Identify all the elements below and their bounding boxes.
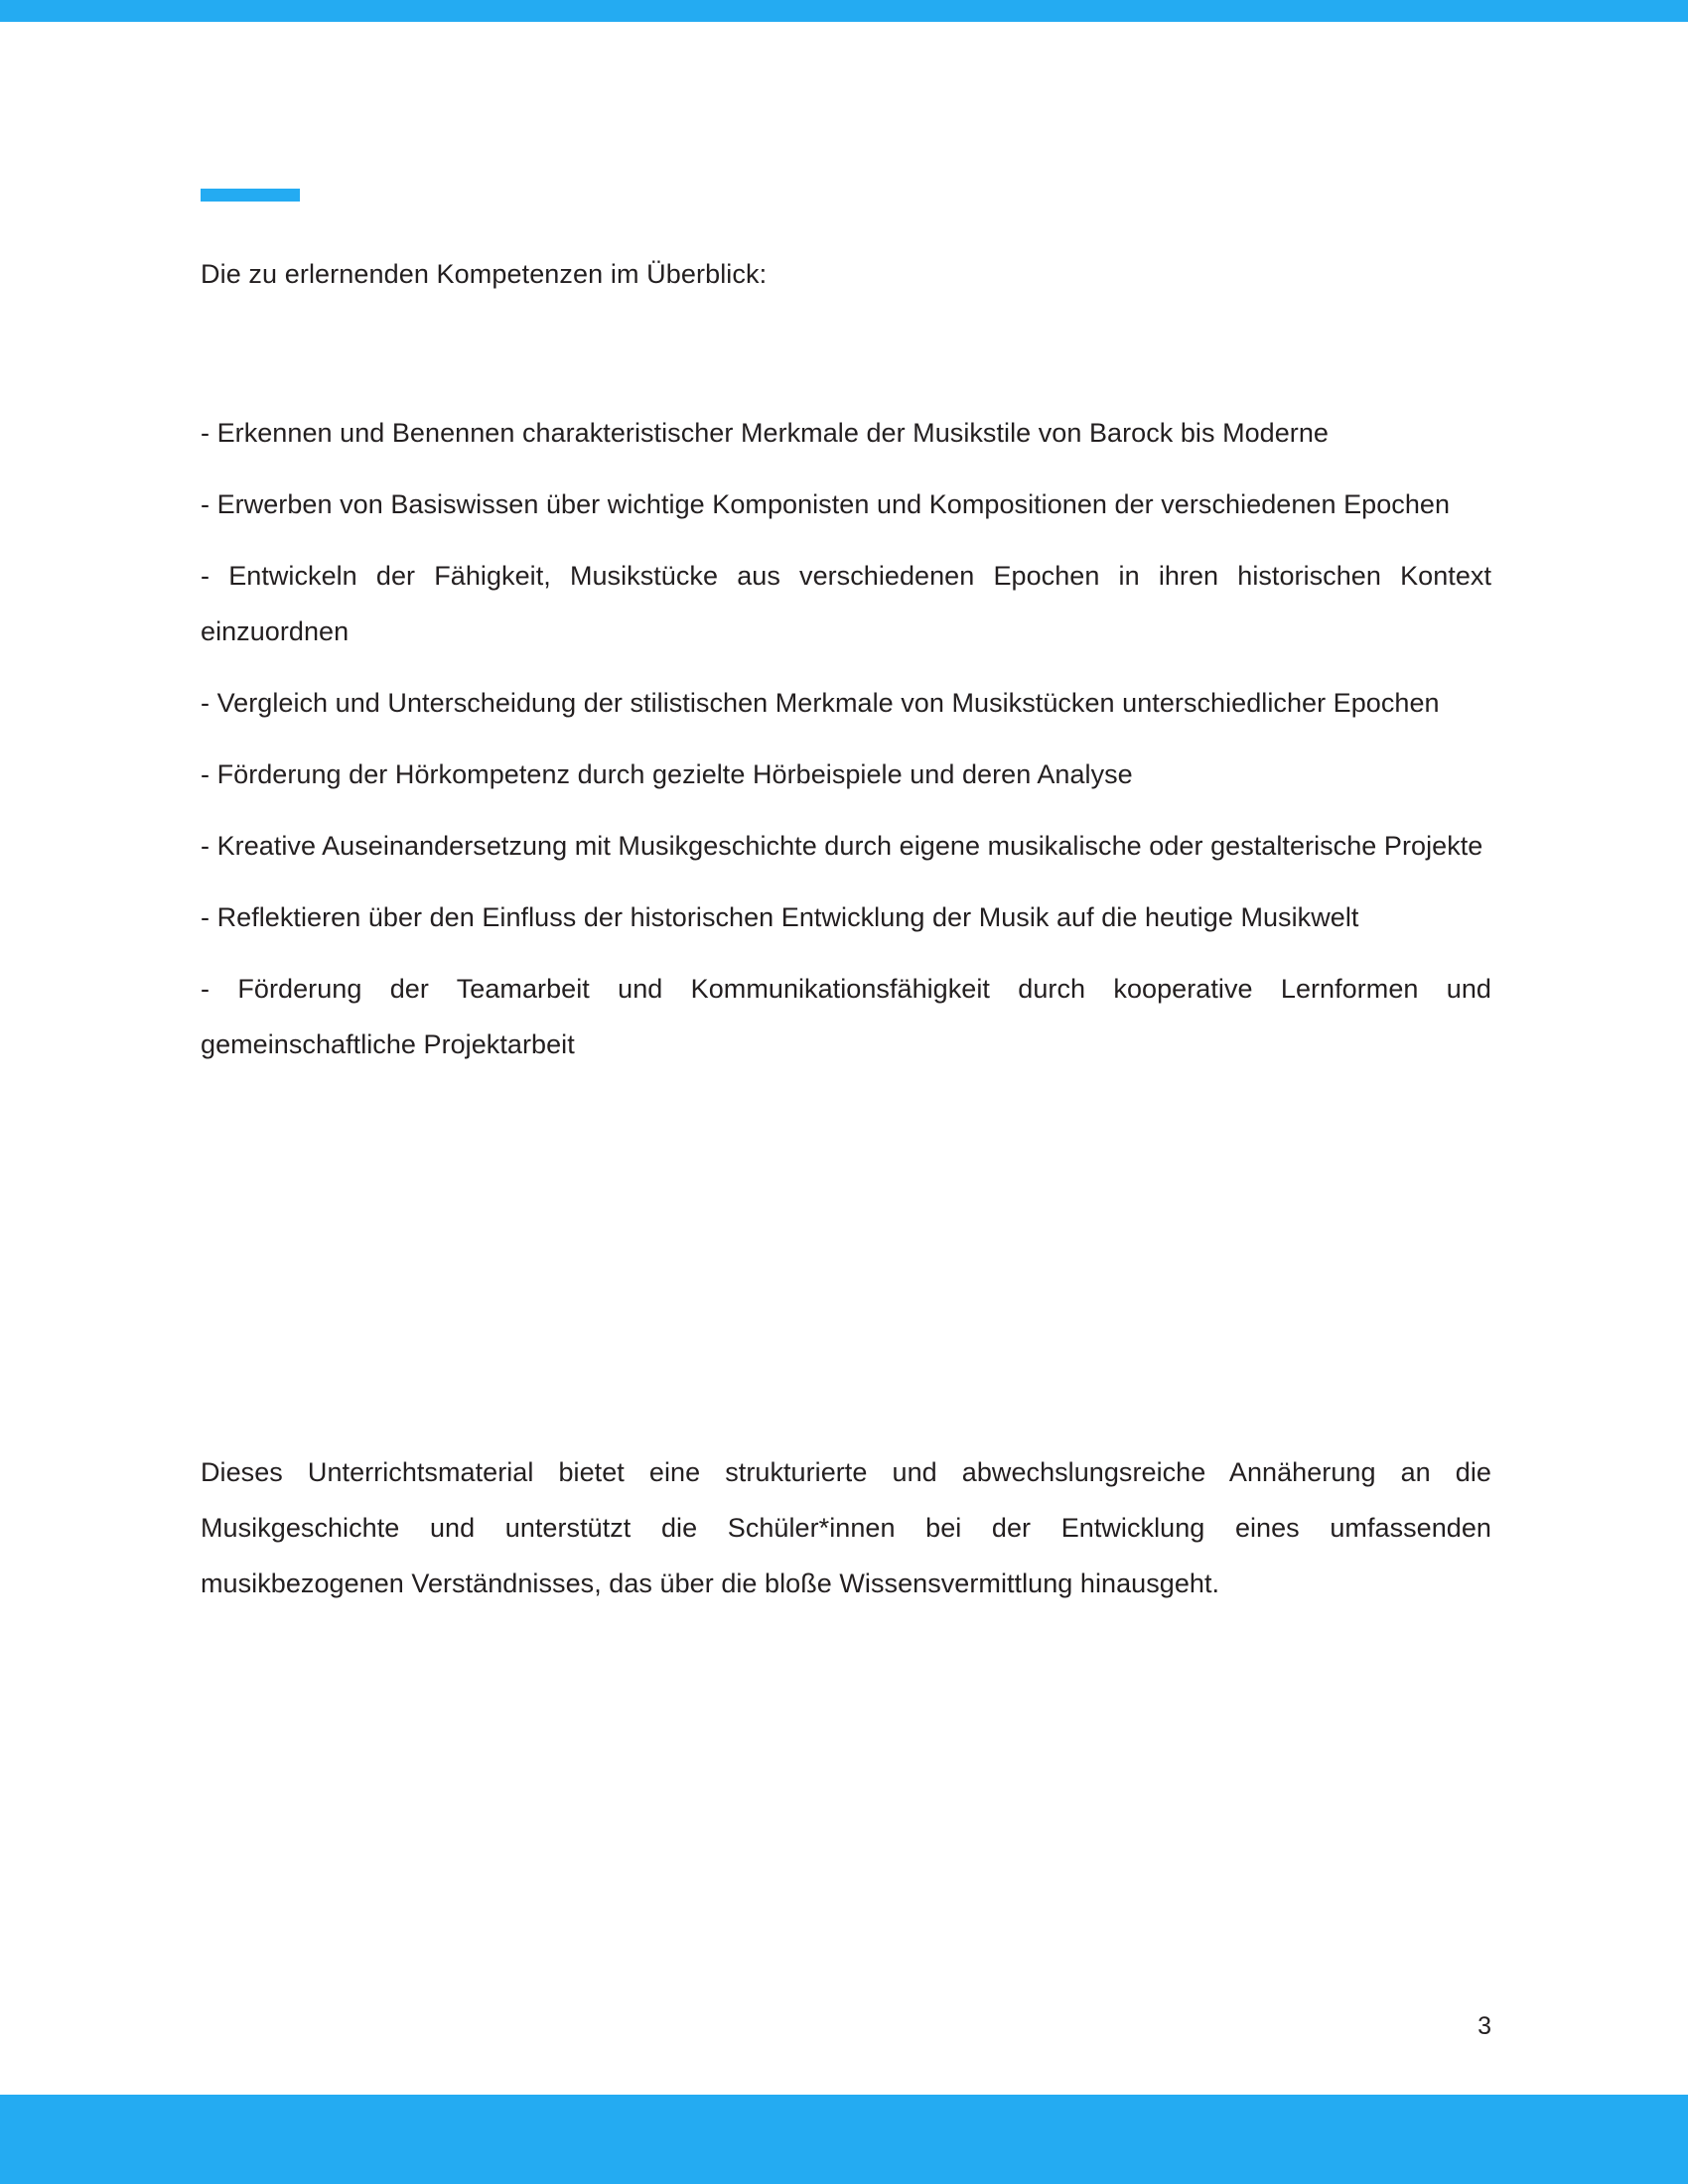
competency-list: [201, 405, 1491, 1072]
top-accent-bar: [0, 0, 1688, 22]
list-item: - Entwickeln der Fähigkeit, Musikstücke aus verschiedenen Epochen in ihren historischen Kontext einzuordnen: [201, 561, 1491, 646]
list-item: - Kreative Auseinandersetzung mit Musikgeschichte durch eigene musikalische oder gestalterische Projekte: [201, 831, 1483, 861]
page-number: 3: [1477, 2012, 1491, 2040]
list-item: - Vergleich und Unterscheidung der stilistischen Merkmale von Musikstücken unterschiedlicher Epochen: [201, 688, 1440, 718]
list-item: - Reflektieren über den Einfluss der historischen Entwicklung der Musik auf die heutige Musikwelt: [201, 902, 1359, 932]
closing-paragraph: Dieses Unterrichtsmaterial bietet eine strukturierte und abwechslungsreiche Annäherung an die Musikgeschichte und unterstützt die Schüler*innen bei der Entwicklung eines umfassenden musikbezogenen Verständnisses, das über die bloße Wissensvermittlung hinausgeht.: [201, 1457, 1491, 1598]
section-accent-rule: [201, 189, 300, 202]
list-item: - Förderung der Hörkompetenz durch gezielte Hörbeispiele und deren Analyse: [201, 759, 1133, 789]
bottom-accent-bar: [0, 2095, 1688, 2184]
page-title: Die zu erlernenden Kompetenzen im Überblick:: [201, 259, 768, 289]
list-item: - Erwerben von Basiswissen über wichtige Komponisten und Kompositionen der verschiedenen Epochen: [201, 489, 1451, 519]
list-item: - Erkennen und Benennen charakteristischer Merkmale der Musikstile von Barock bis Moderne: [201, 418, 1329, 448]
list-item: - Förderung der Teamarbeit und Kommunikationsfähigkeit durch kooperative Lernformen und gemeinschaftliche Projektarbeit: [201, 974, 1491, 1059]
